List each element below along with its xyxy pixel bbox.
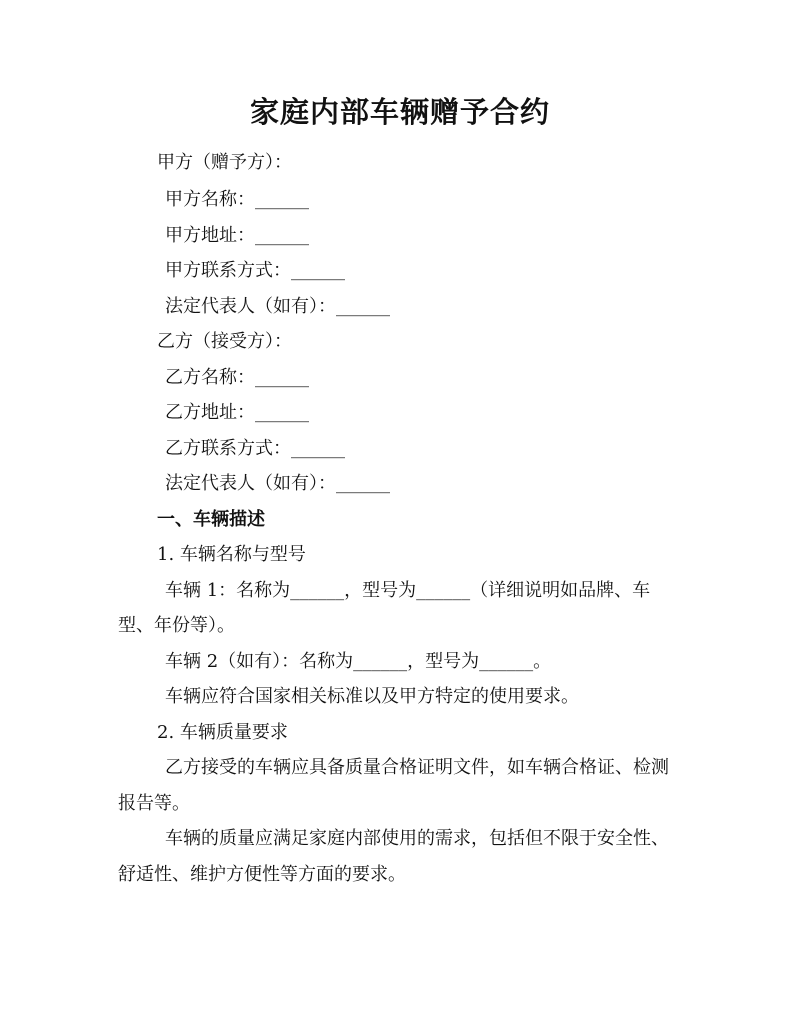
party-b-heading: 乙方（接受方）： xyxy=(157,331,292,352)
party-a-address: 甲方地址：______ xyxy=(165,225,309,246)
quality-paragraph-2-line-2: 舒适性、维护方便性等方面的要求。 xyxy=(118,864,406,885)
vehicle-1-line-2: 型、年份等）。 xyxy=(118,615,235,636)
party-b-name: 乙方名称：______ xyxy=(165,367,309,388)
section-1-2-heading: 2. 车辆质量要求 xyxy=(157,722,288,743)
document-title: 家庭内部车辆赠予合约 xyxy=(249,95,550,129)
party-a-contact: 甲方联系方式：______ xyxy=(165,260,345,281)
vehicle-1-line-1: 车辆 1：名称为______，型号为______（详细说明如品牌、车 xyxy=(165,580,651,601)
section-1-1-heading: 1. 车辆名称与型号 xyxy=(157,544,306,565)
party-b-contact: 乙方联系方式：______ xyxy=(165,438,345,459)
quality-paragraph-1-line-1: 乙方接受的车辆应具备质量合格证明文件，如车辆合格证、检测 xyxy=(165,757,669,778)
quality-paragraph-1-line-2: 报告等。 xyxy=(118,793,190,814)
quality-paragraph-2-line-1: 车辆的质量应满足家庭内部使用的需求，包括但不限于安全性、 xyxy=(165,828,669,849)
vehicle-2-line: 车辆 2（如有）：名称为______，型号为______。 xyxy=(165,651,552,672)
party-a-name: 甲方名称：______ xyxy=(165,189,309,210)
section-1-heading: 一、车辆描述 xyxy=(157,509,265,530)
party-a-heading: 甲方（赠予方）： xyxy=(157,152,292,173)
party-b-address: 乙方地址：______ xyxy=(165,402,309,423)
party-b-legal-rep: 法定代表人（如有）：______ xyxy=(165,473,390,494)
party-a-legal-rep: 法定代表人（如有）：______ xyxy=(165,296,390,317)
vehicle-standards-line: 车辆应符合国家相关标准以及甲方特定的使用要求。 xyxy=(165,686,579,707)
